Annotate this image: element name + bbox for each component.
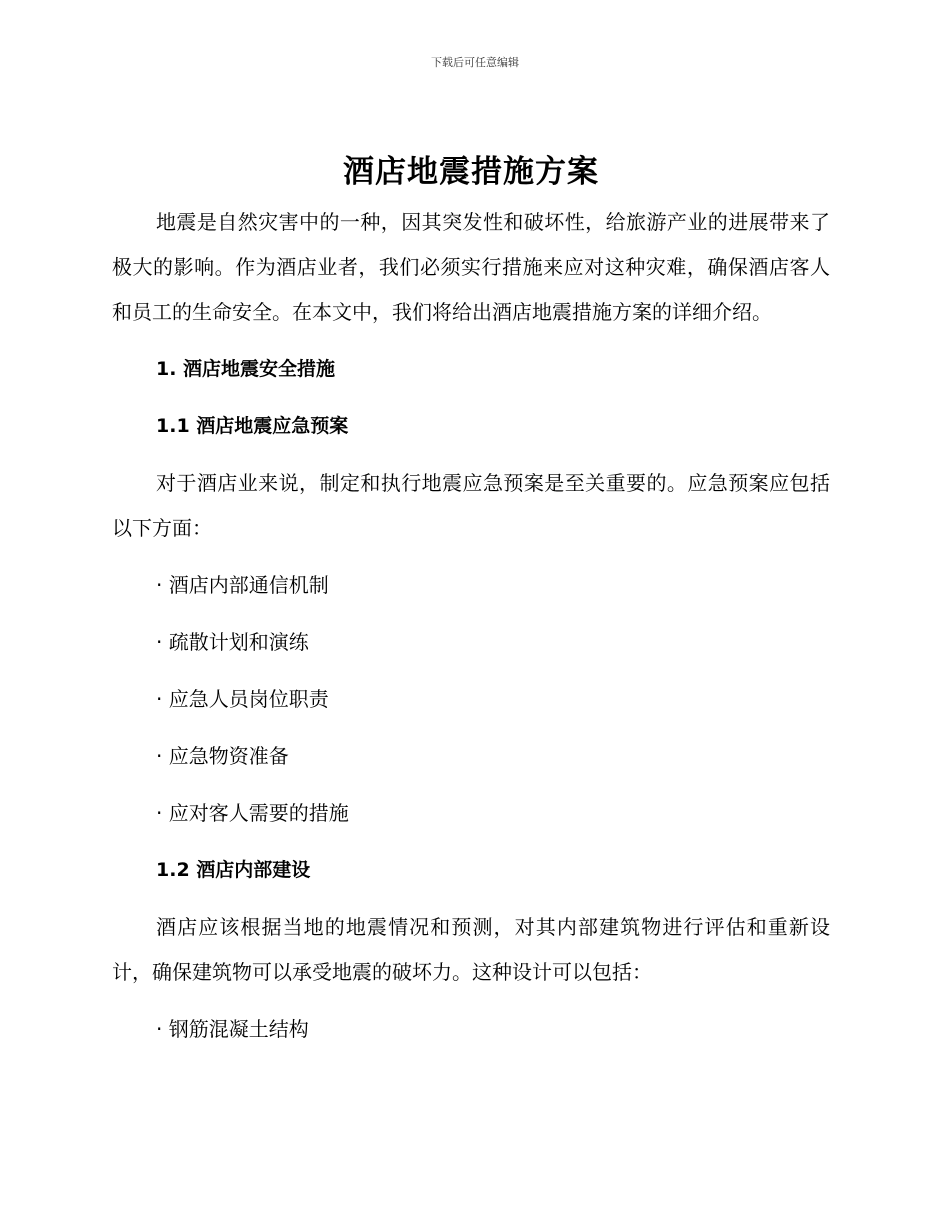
list-item: · 酒店内部通信机制 [156, 573, 329, 597]
list-item: · 钢筋混凝土结构 [156, 1017, 309, 1041]
list-item: · 应急物资准备 [156, 744, 289, 768]
section-1-heading: 1. 酒店地震安全措施 [156, 358, 336, 380]
section-1-1-heading: 1.1 酒店地震应急预案 [156, 415, 349, 437]
section-1-2-heading: 1.2 酒店内部建设 [156, 859, 311, 881]
document-content [112, 150, 830, 1052]
header-note: 下载后可任意编辑 [431, 56, 519, 69]
document-title: 酒店地震措施方案 [343, 154, 599, 190]
section-1-1-paragraph: 对于酒店业来说，制定和执行地震应急预案是至关重要的。应急预案应包括以下方面： [112, 471, 830, 540]
list-item: · 疏散计划和演练 [156, 630, 309, 654]
list-item: · 应对客人需要的措施 [156, 801, 349, 825]
list-item: · 应急人员岗位职责 [156, 687, 329, 711]
section-1-2-paragraph: 酒店应该根据当地的地震情况和预测，对其内部建筑物进行评估和重新设计，确保建筑物可以承受地震的破坏力。这种设计可以包括： [112, 915, 830, 984]
intro-paragraph: 地震是自然灾害中的一种，因其突发性和破坏性，给旅游产业的进展带来了极大的影响。作为酒店业者，我们必须实行措施来应对这种灾难，确保酒店客人和员工的生命安全。在本文中，我们将给出酒店地震措施方案的详细介绍。 [112, 210, 830, 324]
